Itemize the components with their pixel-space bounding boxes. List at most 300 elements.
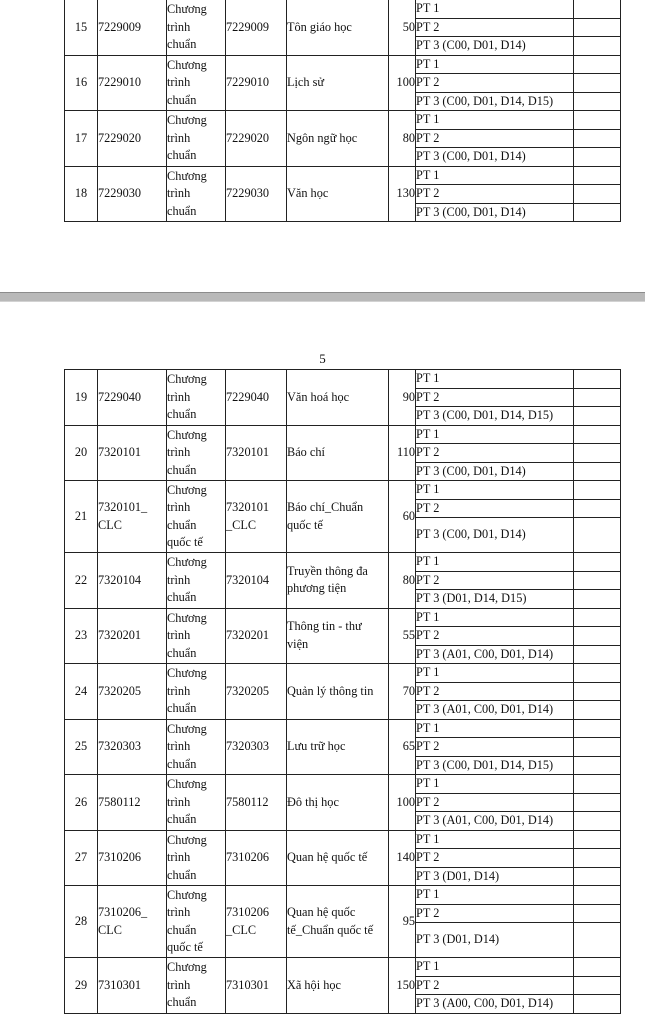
- major-name-line: phương tiện: [287, 581, 347, 596]
- blank-cell: [574, 388, 621, 407]
- program-type-line: trình: [167, 628, 191, 642]
- table-row: [65, 481, 621, 500]
- admission-method: PT 2: [416, 849, 574, 868]
- major-name-line: Báo chí: [287, 445, 325, 459]
- blank-cell: [574, 995, 621, 1014]
- major-code-line: 7320101: [226, 500, 270, 514]
- admission-method: PT 3 (C00, D01, D14): [416, 37, 574, 56]
- admission-code: [98, 775, 167, 831]
- blank-cell: [574, 682, 621, 701]
- blank-cell: [574, 166, 621, 185]
- admission-method: PT 1: [416, 608, 574, 627]
- admission-method: PT 3 (C00, D01, D14): [416, 518, 574, 553]
- admission-code: [98, 370, 167, 426]
- admission-method: PT 3 (D01, D14): [416, 923, 574, 958]
- row-number: 22: [65, 553, 98, 609]
- admission-method: PT 2: [416, 388, 574, 407]
- major-code: [226, 370, 287, 426]
- admission-method: PT 1: [416, 481, 574, 500]
- program-type-line: chuẩn: [167, 203, 197, 218]
- blank-cell: [574, 92, 621, 111]
- blank-cell: [574, 18, 621, 37]
- blank-cell: [574, 645, 621, 664]
- program-type-line: trình: [167, 186, 191, 200]
- major-code: [226, 166, 287, 222]
- program-type-line: Chương: [167, 721, 207, 736]
- quota: 130: [389, 166, 416, 222]
- major-name: [287, 55, 389, 111]
- blank-cell: [574, 571, 621, 590]
- admission-method: PT 3 (A01, C00, D01, D14): [416, 812, 574, 831]
- admission-code: [98, 111, 167, 167]
- program-type: [167, 370, 226, 426]
- admission-method: PT 1: [416, 958, 574, 977]
- major-name: [287, 481, 389, 553]
- admission-method: PT 3 (D01, D14): [416, 867, 574, 886]
- major-code-line: 7229040: [226, 389, 270, 404]
- major-code: [226, 958, 287, 1014]
- major-code-line: 7320205: [226, 683, 270, 698]
- admission-method: PT 2: [416, 499, 574, 518]
- admission-method: PT 1: [416, 664, 574, 683]
- row-number: 24: [65, 664, 98, 720]
- admission-code-line: 7310206_: [98, 905, 148, 919]
- table-row: [65, 775, 621, 794]
- admission-method: PT 1: [416, 0, 574, 18]
- quota: 55: [389, 608, 416, 664]
- blank-cell: [574, 719, 621, 738]
- blank-cell: [574, 370, 621, 389]
- major-code: [226, 664, 287, 720]
- quota: 110: [389, 425, 416, 481]
- major-name-line: Lịch sử: [287, 75, 325, 89]
- admission-code-line: 7310301: [98, 977, 142, 992]
- admission-method: PT 3 (C00, D01, D14, D15): [416, 756, 574, 775]
- row-number: 27: [65, 830, 98, 886]
- blank-cell: [574, 407, 621, 426]
- major-code: [226, 55, 287, 111]
- program-type: [167, 553, 226, 609]
- program-type: [167, 775, 226, 831]
- major-name: [287, 958, 389, 1014]
- admission-method: PT 1: [416, 166, 574, 185]
- program-type: [167, 886, 226, 958]
- major-name: [287, 553, 389, 609]
- row-number: 20: [65, 425, 98, 481]
- major-code-line: 7229010: [226, 75, 270, 89]
- table-row: [65, 111, 621, 130]
- admission-method: PT 3 (A01, C00, D01, D14): [416, 645, 574, 664]
- quota: 100: [389, 55, 416, 111]
- blank-cell: [574, 958, 621, 977]
- quota: 65: [389, 719, 416, 775]
- admission-code-line: CLC: [98, 922, 122, 937]
- blank-cell: [574, 793, 621, 812]
- program-type-line: chuẩn: [167, 867, 197, 882]
- program-type-line: trình: [167, 445, 191, 459]
- table-row: [65, 958, 621, 977]
- major-name: [287, 608, 389, 664]
- program-type-line: trình: [167, 19, 191, 34]
- program-type: [167, 958, 226, 1014]
- admission-code-line: 7229040: [98, 389, 142, 404]
- row-number: 29: [65, 958, 98, 1014]
- page-separator: [0, 292, 645, 302]
- program-type-line: chuẩn: [167, 995, 197, 1009]
- admission-code-line: 7229010: [98, 75, 142, 89]
- major-name-line: Thông tin - thư: [287, 619, 362, 634]
- blank-cell: [574, 425, 621, 444]
- program-type-line: Chương: [167, 168, 207, 183]
- program-type: [167, 111, 226, 167]
- admission-code-line: 7310206: [98, 850, 142, 864]
- blank-cell: [574, 608, 621, 627]
- table-row: [65, 55, 621, 74]
- major-code-line: 7310301: [226, 977, 270, 992]
- major-code: [226, 608, 287, 664]
- blank-cell: [574, 185, 621, 204]
- program-type-line: chuẩn: [167, 37, 197, 51]
- program-type-line: chuẩn: [167, 812, 197, 826]
- program-type: [167, 719, 226, 775]
- major-name: [287, 886, 389, 958]
- program-type: [167, 481, 226, 553]
- program-type-line: chuẩn: [167, 92, 197, 107]
- admission-code-line: 7320205: [98, 683, 142, 698]
- program-type-line: trình: [167, 905, 191, 919]
- admission-code: [98, 830, 167, 886]
- program-type-line: quốc tế: [167, 535, 203, 549]
- major-name-line: Quan hệ quốc: [287, 905, 356, 919]
- blank-cell: [574, 738, 621, 757]
- program-type-line: trình: [167, 389, 191, 404]
- quota: 80: [389, 111, 416, 167]
- admission-method: PT 1: [416, 425, 574, 444]
- program-type-line: chuẩn: [167, 756, 197, 771]
- major-code: [226, 719, 287, 775]
- page-number: 5: [319, 351, 326, 366]
- admission-code: [98, 0, 167, 55]
- admission-code: [98, 166, 167, 222]
- table-row: [65, 608, 621, 627]
- major-name-line: Văn hoá học: [287, 389, 350, 404]
- program-type-line: chuẩn: [167, 462, 197, 477]
- program-type-line: Chương: [167, 610, 207, 625]
- major-code-line: _CLC: [226, 922, 257, 937]
- quota: 150: [389, 958, 416, 1014]
- row-number: 21: [65, 481, 98, 553]
- admission-code-line: 7320303: [98, 739, 142, 753]
- major-code: [226, 886, 287, 958]
- major-name-line: Truyền thông đa: [287, 563, 368, 578]
- blank-cell: [574, 111, 621, 130]
- blank-cell: [574, 203, 621, 222]
- major-code-line: 7320201: [226, 628, 270, 642]
- row-number: 15: [65, 0, 98, 55]
- admission-method: PT 3 (C00, D01, D14): [416, 462, 574, 481]
- major-code-line: 7229020: [226, 130, 270, 145]
- program-type-line: trình: [167, 977, 191, 992]
- blank-cell: [574, 886, 621, 905]
- program-type: [167, 608, 226, 664]
- major-code: [226, 425, 287, 481]
- admission-method: PT 2: [416, 74, 574, 93]
- major-name-line: tế_Chuẩn quốc tế: [287, 922, 374, 937]
- quota: 50: [389, 0, 416, 55]
- program-type-line: trình: [167, 75, 191, 89]
- quota: 95: [389, 886, 416, 958]
- major-name: [287, 370, 389, 426]
- admission-method: PT 1: [416, 55, 574, 74]
- admission-code: [98, 958, 167, 1014]
- quota: 140: [389, 830, 416, 886]
- admission-method: PT 2: [416, 185, 574, 204]
- blank-cell: [574, 481, 621, 500]
- major-code: [226, 481, 287, 553]
- admission-code-line: 7320201: [98, 628, 142, 642]
- program-type-line: Chương: [167, 555, 207, 569]
- major-name: [287, 0, 389, 55]
- blank-cell: [574, 0, 621, 18]
- major-code: [226, 111, 287, 167]
- program-type: [167, 0, 226, 55]
- blank-cell: [574, 701, 621, 720]
- program-type: [167, 55, 226, 111]
- admission-method: PT 2: [416, 627, 574, 646]
- admission-method: PT 2: [416, 444, 574, 463]
- admission-method: PT 3 (C00, D01, D14, D15): [416, 407, 574, 426]
- admission-method: PT 1: [416, 775, 574, 794]
- blank-cell: [574, 664, 621, 683]
- admission-method: PT 3 (C00, D01, D14, D15): [416, 92, 574, 111]
- table-row: [65, 370, 621, 389]
- program-type-line: chuẩn: [167, 701, 197, 715]
- table-row: [65, 553, 621, 572]
- program-type: [167, 166, 226, 222]
- admission-method: PT 3 (A01, C00, D01, D14): [416, 701, 574, 720]
- admission-code-line: 7580112: [98, 794, 141, 809]
- major-name: [287, 664, 389, 720]
- blank-cell: [574, 148, 621, 167]
- program-type-line: Chương: [167, 57, 207, 72]
- row-number: 26: [65, 775, 98, 831]
- major-name-line: quốc tế: [287, 517, 323, 532]
- major-code-line: _CLC: [226, 517, 257, 532]
- program-type-line: Chương: [167, 113, 207, 127]
- row-number: 28: [65, 886, 98, 958]
- table-row: [65, 0, 621, 18]
- program-type-line: Chương: [167, 482, 207, 497]
- document-page-2: [0, 302, 645, 1010]
- program-type-line: Chương: [167, 832, 207, 847]
- major-name-line: Tôn giáo học: [287, 19, 352, 34]
- program-type-line: Chương: [167, 427, 207, 442]
- major-name-line: Xã hội học: [287, 977, 341, 992]
- admission-code-line: 7229030: [98, 186, 142, 200]
- program-type-line: trình: [167, 683, 191, 698]
- admission-method: PT 1: [416, 719, 574, 738]
- blank-cell: [574, 867, 621, 886]
- blank-cell: [574, 590, 621, 609]
- admission-code: [98, 425, 167, 481]
- blank-cell: [574, 129, 621, 148]
- blank-cell: [574, 756, 621, 775]
- blank-cell: [574, 923, 621, 958]
- blank-cell: [574, 444, 621, 463]
- blank-cell: [574, 55, 621, 74]
- program-type-line: Chương: [167, 960, 207, 974]
- blank-cell: [574, 849, 621, 868]
- admission-method: PT 3 (D01, D14, D15): [416, 590, 574, 609]
- program-type-line: chuẩn: [167, 590, 197, 604]
- admission-code: [98, 55, 167, 111]
- quota: 90: [389, 370, 416, 426]
- program-type-line: chuẩn: [167, 645, 197, 660]
- quota: 70: [389, 664, 416, 720]
- admission-code-line: 7320101_: [98, 500, 148, 514]
- enrollment-table-page-1: [64, 0, 621, 222]
- admission-code: [98, 664, 167, 720]
- admission-method: PT 1: [416, 370, 574, 389]
- major-name-line: Ngôn ngữ học: [287, 130, 358, 145]
- program-type: [167, 830, 226, 886]
- major-name-line: viện: [287, 636, 309, 651]
- major-code-line: 7320101: [226, 445, 270, 459]
- table-row: [65, 830, 621, 849]
- program-type-line: Chương: [167, 666, 207, 680]
- row-number: 16: [65, 55, 98, 111]
- admission-method: PT 1: [416, 830, 574, 849]
- admission-code: [98, 553, 167, 609]
- admission-method: PT 2: [416, 18, 574, 37]
- program-type-line: trình: [167, 500, 191, 514]
- program-type-line: chuẩn: [167, 922, 197, 937]
- admission-code-line: 7320104: [98, 572, 142, 587]
- table-row: [65, 664, 621, 683]
- program-type-line: Chương: [167, 887, 207, 902]
- table-row: [65, 886, 621, 905]
- admission-method: PT 2: [416, 571, 574, 590]
- major-name-line: Quan hệ quốc tế: [287, 850, 368, 864]
- blank-cell: [574, 904, 621, 923]
- major-name-line: Đô thị học: [287, 794, 339, 809]
- quota: 100: [389, 775, 416, 831]
- program-type-line: quốc tế: [167, 940, 203, 954]
- blank-cell: [574, 812, 621, 831]
- admission-method: PT 3 (C00, D01, D14): [416, 148, 574, 167]
- table-row: [65, 166, 621, 185]
- program-type: [167, 664, 226, 720]
- major-code-line: 7320303: [226, 739, 270, 753]
- major-code: [226, 775, 287, 831]
- admission-method: PT 2: [416, 738, 574, 757]
- admission-method: PT 2: [416, 976, 574, 995]
- major-code-line: 7310206: [226, 905, 270, 919]
- program-type-line: chuẩn: [167, 148, 197, 162]
- blank-cell: [574, 976, 621, 995]
- enrollment-table-page-2: [64, 369, 621, 1014]
- admission-code: [98, 886, 167, 958]
- admission-method: PT 3 (C00, D01, D14): [416, 203, 574, 222]
- quota: 80: [389, 553, 416, 609]
- major-code: [226, 830, 287, 886]
- major-name: [287, 166, 389, 222]
- admission-method: PT 2: [416, 904, 574, 923]
- admission-code-line: CLC: [98, 517, 122, 532]
- program-type-line: trình: [167, 572, 191, 587]
- row-number: 23: [65, 608, 98, 664]
- major-name-line: Văn học: [287, 186, 329, 200]
- admission-code: [98, 608, 167, 664]
- major-code-line: 7310206: [226, 850, 270, 864]
- major-name-line: Quản lý thông tin: [287, 683, 374, 698]
- program-type-line: trình: [167, 794, 191, 809]
- program-type-line: chuẩn: [167, 407, 197, 421]
- blank-cell: [574, 627, 621, 646]
- blank-cell: [574, 553, 621, 572]
- blank-cell: [574, 37, 621, 56]
- program-type-line: Chương: [167, 777, 207, 791]
- row-number: 18: [65, 166, 98, 222]
- program-type-line: trình: [167, 850, 191, 864]
- quota: 60: [389, 481, 416, 553]
- major-name-line: Báo chí_Chuẩn: [287, 500, 364, 514]
- major-name: [287, 111, 389, 167]
- admission-code: [98, 719, 167, 775]
- admission-code-line: 7229020: [98, 130, 142, 145]
- blank-cell: [574, 462, 621, 481]
- table-row: [65, 425, 621, 444]
- major-code-line: 7229009: [226, 19, 270, 34]
- major-name: [287, 775, 389, 831]
- program-type-line: Chương: [167, 372, 207, 386]
- program-type-line: chuẩn: [167, 517, 197, 532]
- major-code-line: 7320104: [226, 572, 270, 587]
- admission-method: PT 1: [416, 886, 574, 905]
- admission-code-line: 7320101: [98, 445, 142, 459]
- blank-cell: [574, 518, 621, 553]
- major-name: [287, 425, 389, 481]
- admission-method: PT 3 (A00, C00, D01, D14): [416, 995, 574, 1014]
- program-type-line: trình: [167, 130, 191, 145]
- blank-cell: [574, 775, 621, 794]
- row-number: 17: [65, 111, 98, 167]
- blank-cell: [574, 499, 621, 518]
- major-code: [226, 0, 287, 55]
- admission-method: PT 2: [416, 129, 574, 148]
- row-number: 25: [65, 719, 98, 775]
- major-name: [287, 830, 389, 886]
- program-type-line: Chương: [167, 2, 207, 16]
- blank-cell: [574, 830, 621, 849]
- program-type: [167, 425, 226, 481]
- admission-code-line: 7229009: [98, 19, 142, 34]
- table-row: [65, 719, 621, 738]
- admission-method: PT 2: [416, 682, 574, 701]
- document-page-1: [0, 0, 645, 292]
- blank-cell: [574, 74, 621, 93]
- major-name-line: Lưu trữ học: [287, 739, 346, 753]
- major-code-line: 7229030: [226, 186, 270, 200]
- major-code: [226, 553, 287, 609]
- admission-method: PT 1: [416, 111, 574, 130]
- major-code-line: 7580112: [226, 794, 269, 809]
- row-number: 19: [65, 370, 98, 426]
- admission-method: PT 1: [416, 553, 574, 572]
- major-name: [287, 719, 389, 775]
- program-type-line: trình: [167, 739, 191, 753]
- admission-method: PT 2: [416, 793, 574, 812]
